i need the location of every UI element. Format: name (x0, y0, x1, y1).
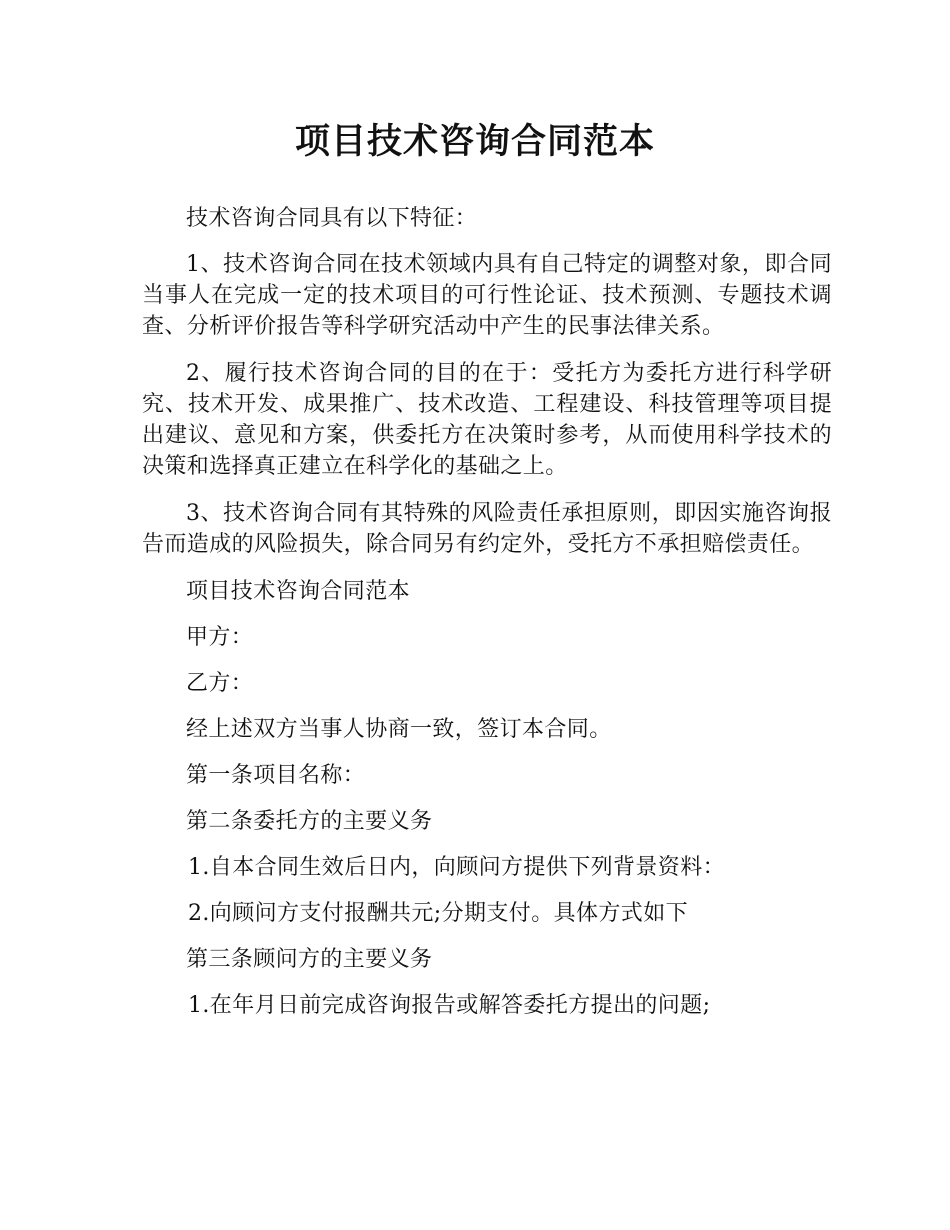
article-2-heading: 第二条委托方的主要义务 (186, 809, 433, 834)
party-a-line: 甲方： (186, 625, 254, 650)
feature-paragraph-1: 1、技术咨询合同在技术领域内具有自己特定的调整对象，即合同当事人在完成一定的技术项目的可行性论证、技术预测、专题技术调查、分析评价报告等科学研究活动中产生的民事法律关系。 (142, 252, 832, 339)
article-3-heading: 第三条顾问方的主要义务 (186, 947, 433, 972)
article-2-item-2: 2.向顾问方支付报酬共元;分期支付。具体方式如下 (188, 901, 689, 926)
article-2-item-1: 1.自本合同生效后日内，向顾问方提供下列背景资料： (188, 855, 725, 880)
document-body (142, 203, 832, 1036)
party-b-line: 乙方： (186, 671, 254, 696)
feature-paragraph-2: 2、履行技术咨询合同的目的在于：受托方为委托方进行科学研究、技术开发、成果推广、技术改造、工程建设、科技管理等项目提出建议、意见和方案，供委托方在决策时参考，从而使用科学技术的决策和选择真正建立在科学化的基础之上。 (142, 361, 832, 479)
contract-heading: 项目技术咨询合同范本 (186, 579, 411, 604)
article-3-item-1: 1.在年月日前完成咨询报告或解答委托方提出的问题; (188, 993, 711, 1018)
intro-paragraph: 技术咨询合同具有以下特征： (186, 206, 478, 231)
feature-paragraph-3: 3、技术咨询合同有其特殊的风险责任承担原则，即因实施咨询报告而造成的风险损失，除合同另有约定外，受托方不承担赔偿责任。 (142, 501, 832, 557)
article-1-heading: 第一条项目名称： (186, 763, 366, 788)
agreement-statement: 经上述双方当事人协商一致，签订本合同。 (186, 717, 612, 742)
document-title: 项目技术咨询合同范本 (294, 122, 655, 162)
